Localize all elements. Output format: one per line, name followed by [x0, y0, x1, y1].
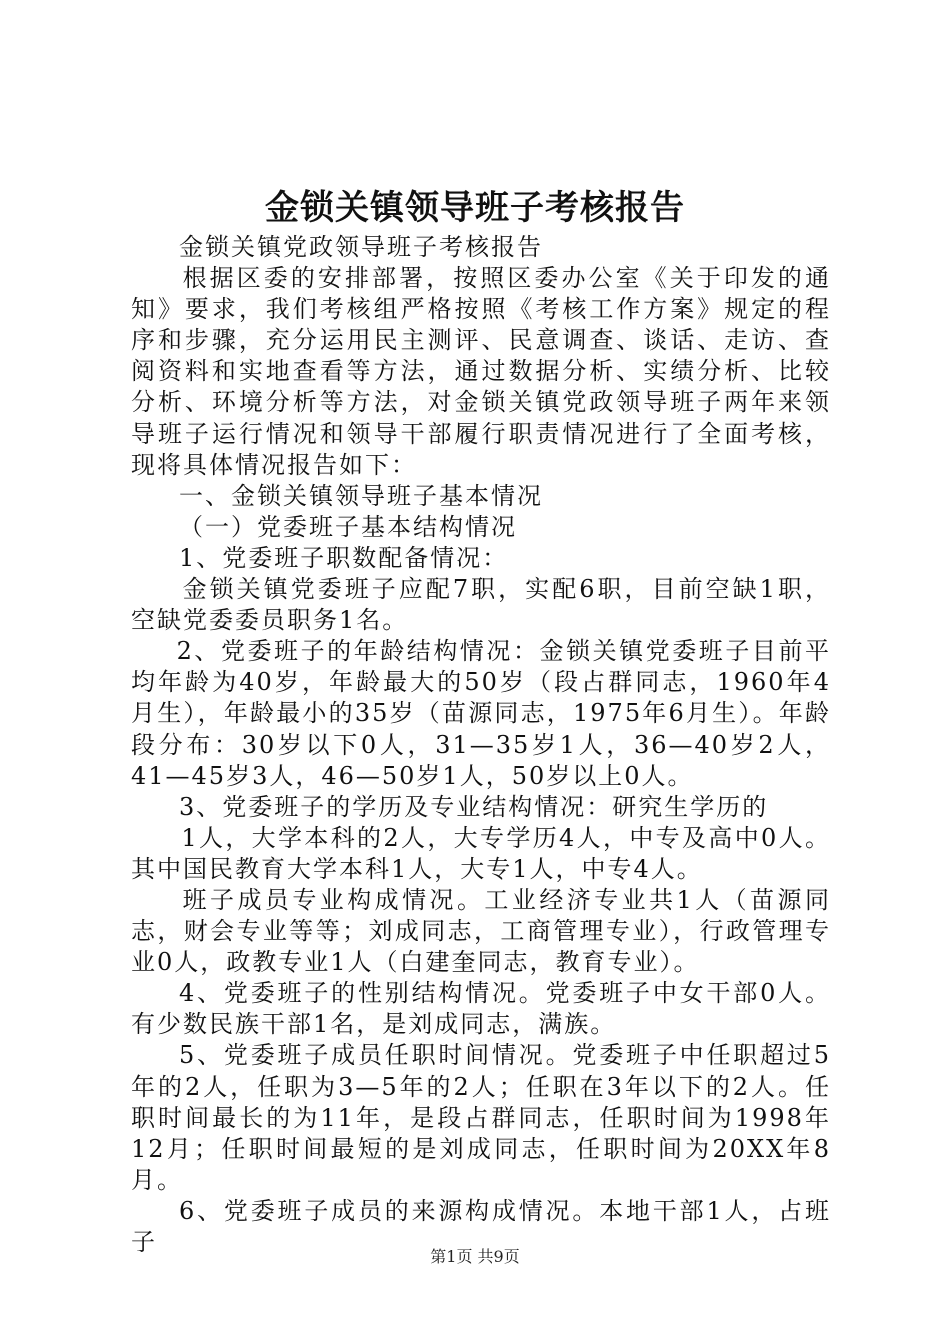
- document-body: [131, 232, 831, 1258]
- paragraph-item-2-age: 2、党委班子的年龄结构情况：金锁关镇党委班子目前平均年龄为40岁，年龄最大的50岁（段占群同志，1960年4月生），年龄最小的35岁（苗源同志，1975年6月生）。年龄段分布：30岁以下0人，31—35岁1人，36—40岁2人，41—45岁3人，46—50岁1人，50岁以上0人。: [131, 637, 831, 790]
- document-title: 金锁关镇领导班子考核报告: [265, 188, 685, 228]
- paragraph-item-5-tenure: 5、党委班子成员任职时间情况。党委班子中任职超过5年的2人，任职为3—5年的2人；任职在3年以下的2人。任职时间最长的为11年，是段占群同志，任职时间为1998年12月；任职时间最短的是刘成同志，任职时间为20XX年8月。: [131, 1041, 831, 1194]
- paragraph-intro: 根据区委的安排部署，按照区委办公室《关于印发的通知》要求，我们考核组严格按照《考核工作方案》规定的程序和步骤，充分运用民主测评、民意调查、谈话、走访、查阅资料和实地查看等方法，通过数据分析、实绩分析、比较分析、环境分析等方法，对金锁关镇党政领导班子两年来领导班子运行情况和领导干部履行职责情况进行了全面考核，现将具体情况报告如下：: [131, 264, 831, 479]
- subsection-heading: （一）党委班子基本结构情况: [179, 512, 517, 541]
- page-footer: 第1页 共9页: [430, 1247, 520, 1266]
- paragraph-subtitle: 金锁关镇党政领导班子考核报告: [179, 233, 543, 261]
- paragraph-item-4-gender: 4、党委班子的性别结构情况。党委班子中女干部0人。有少数民族干部1名，是刘成同志，满族。: [131, 979, 831, 1039]
- paragraph-item-1: 1、党委班子职数配备情况：: [179, 543, 509, 572]
- section-heading: 一、金锁关镇领导班子基本情况: [179, 481, 543, 510]
- paragraph-item-6-origin: 6、党委班子成员的来源构成情况。本地干部1人，占班子: [131, 1196, 831, 1256]
- paragraph-staffing: 金锁关镇党委班子应配7职，实配6职，目前空缺1职，空缺党委委员职务1名。: [131, 575, 831, 635]
- paragraph-item-3-education: 3、党委班子的学历及专业结构情况：研究生学历的: [179, 792, 769, 821]
- paragraph-education-detail: 1人，大学本科的2人，大专学历4人，中专及高中0人。其中国民教育大学本科1人，大专1人，中专4人。: [131, 823, 831, 883]
- paragraph-specialty: 班子成员专业构成情况。工业经济专业共1人（苗源同志，财会专业等等；刘成同志，工商管理专业），行政管理专业0人，政教专业1人（白建奎同志，教育专业）。: [131, 885, 831, 977]
